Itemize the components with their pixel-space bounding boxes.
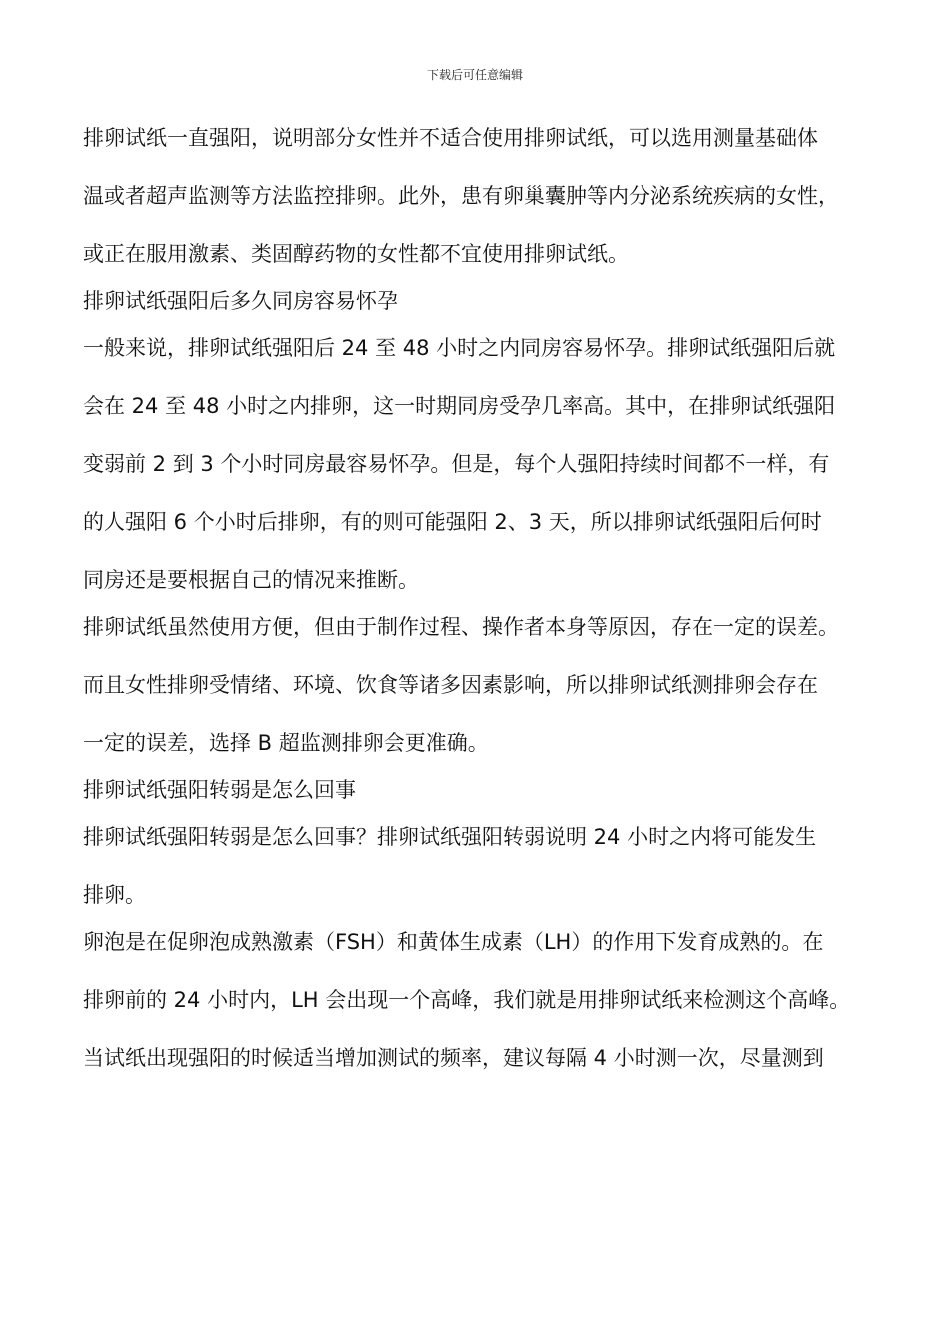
page-header: 下载后可任意编辑 [426,68,523,82]
text-line: 的人强阳 6 个小时后排卵，有的则可能强阳 2、3 天，所以排卵试纸强阳后何时 [83,510,822,534]
text-line: 变弱前 2 到 3 个小时同房最容易怀孕。但是，每个人强阳持续时间都不一样，有 [83,452,830,476]
text-line: 排卵试纸强阳转弱是怎么回事？排卵试纸强阳转弱说明 24 小时之内将可能发生 [83,825,817,849]
text-line: 而且女性排卵受情绪、环境、饮食等诸多因素影响，所以排卵试纸测排卵会存在 [83,673,818,697]
text-line: 排卵前的 24 小时内，LH 会出现一个高峰，我们就是用排卵试纸来检测这个高峰。 [83,988,851,1012]
text-line: 排卵。 [83,883,146,907]
text-line: 卵泡是在促卵泡成熟激素（FSH）和黄体生成素（LH）的作用下发育成熟的。在 [83,930,824,954]
text-line: 同房还是要根据自己的情况来推断。 [83,568,419,592]
document-body [83,117,873,1079]
section-heading: 排卵试纸强阳转弱是怎么回事 [83,778,356,802]
text-line: 当试纸出现强阳的时候适当增加测试的频率，建议每隔 4 小时测一次，尽量测到 [83,1046,824,1070]
text-line: 会在 24 至 48 小时之内排卵，这一时期同房受孕几率高。其中，在排卵试纸强阳 [83,394,836,418]
text-line: 排卵试纸虽然使用方便，但由于制作过程、操作者本身等原因，存在一定的误差。 [83,615,839,639]
text-line: 一般来说，排卵试纸强阳后 24 至 48 小时之内同房容易怀孕。排卵试纸强阳后就 [83,336,836,360]
section-heading: 排卵试纸强阳后多久同房容易怀孕 [83,289,398,313]
text-line: 温或者超声监测等方法监控排卵。此外，患有卵巢囊肿等内分泌系统疾病的女性， [83,184,839,208]
text-line: 或正在服用激素、类固醇药物的女性都不宜使用排卵试纸。 [83,242,629,266]
text-line: 排卵试纸一直强阳，说明部分女性并不适合使用排卵试纸，可以选用测量基础体 [83,126,818,150]
text-line: 一定的误差，选择 B 超监测排卵会更准确。 [83,731,489,755]
